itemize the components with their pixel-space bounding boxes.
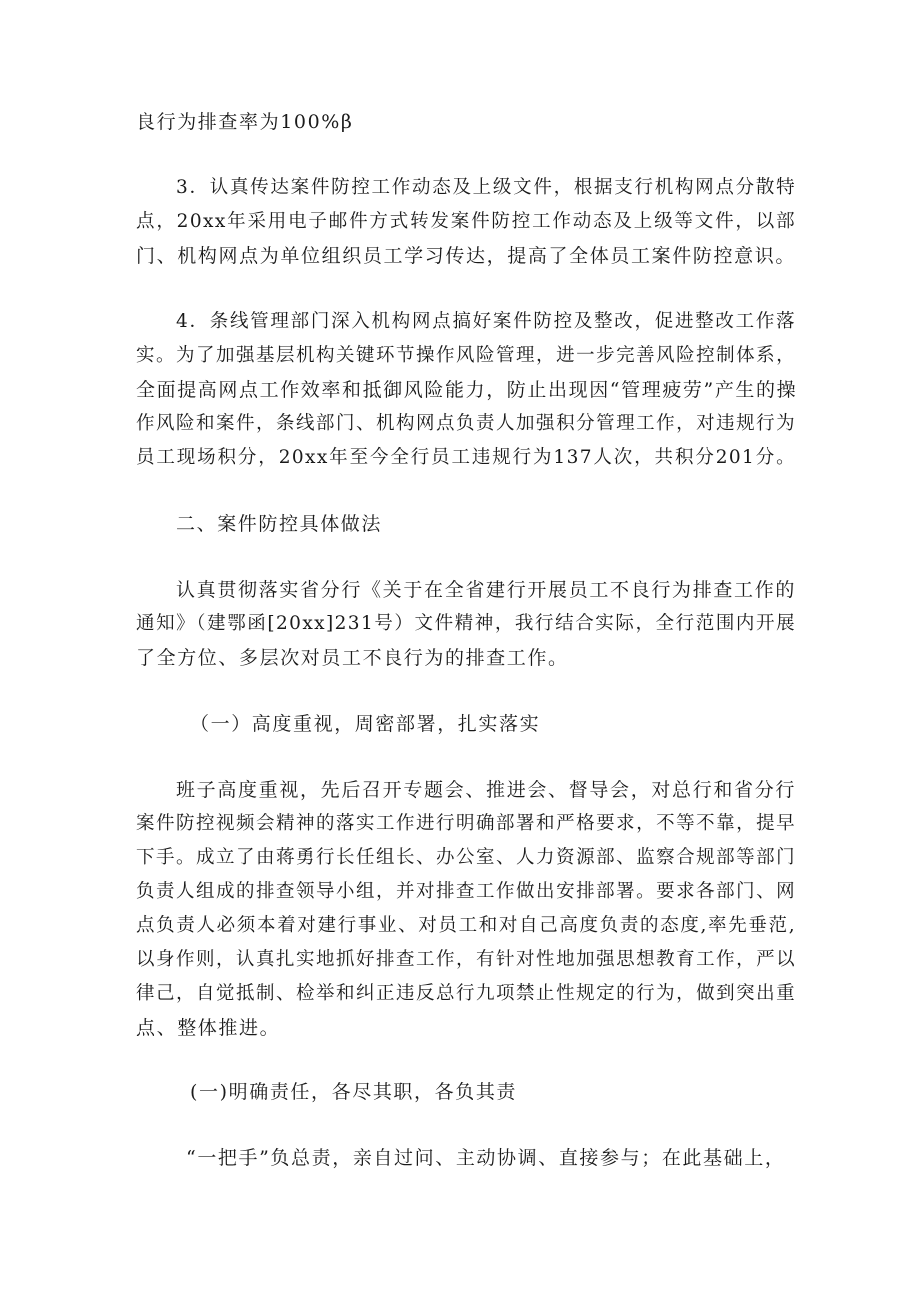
text-line: 律己，自觉抵制、检举和纠正违反总行九项禁止性规定的行为，做到突出重 (136, 983, 796, 1004)
section-heading: 二、案件防控具体做法 (176, 513, 383, 535)
text-line: 全面提高网点工作效率和抵御风险能力，防止出现因“管理疲劳”产生的操 (136, 379, 798, 401)
text-line: 员工现场积分，20xx年至今全行员工违规行为137人次，共积分201分。 (136, 447, 796, 468)
text-line: 3．认真传达案件防控工作动态及上级文件，根据支行机构网点分散特 (176, 177, 796, 198)
text-line: 作风险和案件，条线部门、机构网点负责人加强积分管理工作，对违规行为 (136, 413, 796, 434)
text-line: 4．条线管理部门深入机构网点搞好案件防控及整改，促进整改工作落 (176, 311, 796, 332)
text-line: 班子高度重视，先后召开专题会、推进会、督导会，对总行和省分行 (176, 779, 796, 801)
text-line: 点负责人必须本着对建行事业、对员工和对自己高度负责的态度,率先垂范, (136, 915, 796, 936)
text-line: 负责人组成的排查领导小组，并对排查工作做出安排部署。要求各部门、网 (136, 881, 796, 902)
text-line: 通知》（建鄂函[20xx]231号）文件精神，我行结合实际，全行范围内开展 (136, 613, 796, 634)
text-line: 点、整体推进。 (136, 1017, 281, 1039)
text-line: 门、机构网点为单位组织员工学习传达，提高了全体员工案件防控意识。 (136, 245, 796, 267)
text-line: 点，20xx年采用电子邮件方式转发案件防控工作动态及上级等文件，以部 (136, 211, 796, 232)
text-line: 下手。成立了由蒋勇行长任组长、办公室、人力资源部、监察合规部等部门 (136, 847, 796, 868)
subsection-heading: （一）高度重视，周密部署，扎实落实 (190, 713, 541, 735)
text-line: 良行为排查率为100%β (136, 111, 354, 133)
subsection-heading: (一)明确责任，各尽其职，各负其责 (190, 1081, 518, 1103)
text-line: 以身作则，认真扎实地抓好排查工作，有针对性地加强思想教育工作，严以 (136, 949, 796, 970)
text-line: 实。为了加强基层机构关键环节操作风险管理，进一步完善风险控制体系， (136, 345, 796, 366)
text-line: 了全方位、多层次对员工不良行为的排查工作。 (136, 647, 569, 669)
text-line: 认真贯彻落实省分行《关于在全省建行开展员工不良行为排查工作的 (176, 579, 796, 601)
text-line: “一把手”负总责，亲自过问、主动协调、直接参与；在此基础上， (186, 1147, 786, 1169)
text-line: 案件防控视频会精神的落实工作进行明确部署和严格要求，不等不靠，提早 (136, 813, 796, 834)
